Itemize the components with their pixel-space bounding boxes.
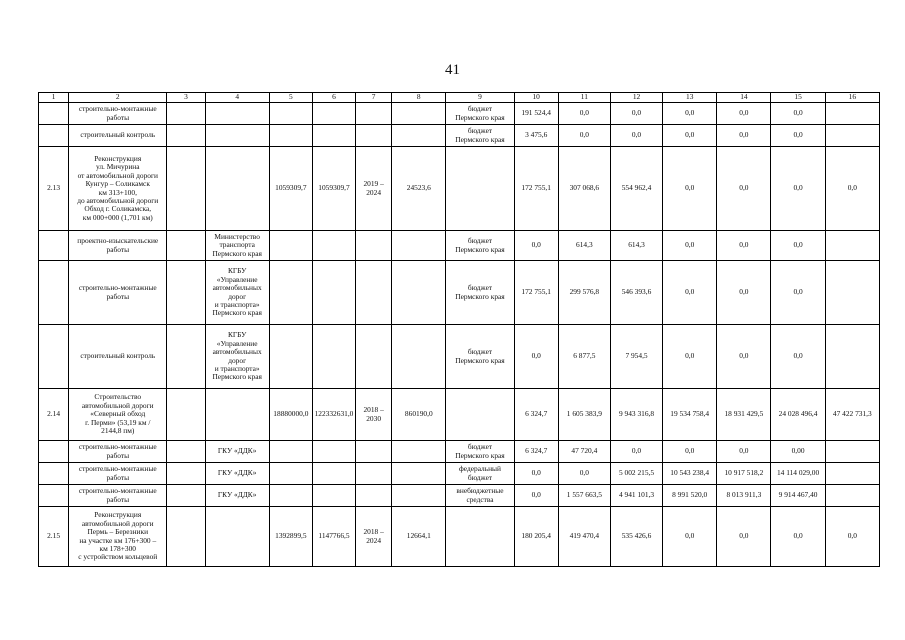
amount-cell: 9 914 467,40 [771, 485, 825, 507]
amount-cell: 172 755,1 [514, 147, 558, 231]
amount-cell: 0,0 [771, 147, 825, 231]
column-header-row [39, 93, 880, 103]
value-cell: 24523,6 [392, 147, 446, 231]
executor-cell: ГКУ «ДДК» [205, 485, 269, 507]
amount-cell: 0,0 [717, 507, 771, 567]
executor-cell [205, 125, 269, 147]
amount-cell: 3 475,6 [514, 125, 558, 147]
amount-cell: 18 931 429,5 [717, 389, 771, 441]
executor-cell [205, 103, 269, 125]
amount-cell [825, 103, 879, 125]
column-number: 3 [167, 93, 205, 103]
amount-cell: 0,0 [717, 441, 771, 463]
amount-cell: 1 605 383,9 [558, 389, 610, 441]
amount-cell: 0,0 [663, 507, 717, 567]
amount-cell: 7 954,5 [610, 325, 662, 389]
amount-cell: 6 324,7 [514, 389, 558, 441]
amount-cell: 554 962,4 [610, 147, 662, 231]
amount-cell: 8 991 520,0 [663, 485, 717, 507]
amount-cell [825, 485, 879, 507]
period-cell: 2019 – 2024 [356, 147, 392, 231]
work-type-cell: строительно-монтажные работы [69, 103, 167, 125]
column-number: 2 [69, 93, 167, 103]
amount-cell: 9 943 316,8 [610, 389, 662, 441]
amount-cell [825, 261, 879, 325]
item-number-cell: 2.13 [39, 147, 69, 231]
amount-cell: 0,0 [771, 261, 825, 325]
column-number: 14 [717, 93, 771, 103]
amount-cell: 180 205,4 [514, 507, 558, 567]
amount-cell: 0,0 [663, 325, 717, 389]
value-cell: 1147766,5 [312, 507, 355, 567]
amount-cell: 0,0 [610, 125, 662, 147]
funding-source-cell: бюджет Пермского края [446, 125, 514, 147]
column-number: 15 [771, 93, 825, 103]
amount-cell [825, 441, 879, 463]
amount-cell: 0,0 [825, 147, 879, 231]
amount-cell: 10 543 238,4 [663, 463, 717, 485]
executor-cell: Министерство транспорта Пермского края [205, 231, 269, 261]
funding-source-cell: бюджет Пермского края [446, 261, 514, 325]
object-name-cell: Реконструкция ул. Мичурина от автомобильной дороги Кунгур – Соликамск км 313+100, до автомобильной дороги Обход г. Соликамска, км 000+000 (1,701 км) [69, 147, 167, 231]
object-name-cell: Реконструкция автомобильной дороги Пермь – Березники на участке км 176+300 – км 178+300 с устройством кольцевой [69, 507, 167, 567]
table-row [39, 325, 880, 389]
column-number: 1 [39, 93, 69, 103]
executor-cell: КГБУ «Управление автомобильных дорог и транспорта» Пермского края [205, 261, 269, 325]
column-number: 13 [663, 93, 717, 103]
amount-cell: 614,3 [558, 231, 610, 261]
value-cell: 18880000,0 [269, 389, 312, 441]
table-row [39, 125, 880, 147]
funding-source-cell: бюджет Пермского края [446, 231, 514, 261]
amount-cell: 0,0 [558, 125, 610, 147]
amount-cell: 47 720,4 [558, 441, 610, 463]
amount-cell: 0,0 [663, 231, 717, 261]
amount-cell: 0,0 [514, 231, 558, 261]
amount-cell: 0,00 [771, 441, 825, 463]
amount-cell: 0,0 [717, 325, 771, 389]
amount-cell: 14 114 029,00 [771, 463, 825, 485]
amount-cell: 307 068,6 [558, 147, 610, 231]
work-type-cell: строительно-монтажные работы [69, 441, 167, 463]
amount-cell: 0,0 [610, 103, 662, 125]
amount-cell: 0,0 [771, 325, 825, 389]
funding-source-cell: федеральный бюджет [446, 463, 514, 485]
item-number-cell: 2.14 [39, 389, 69, 441]
amount-cell: 0,0 [717, 147, 771, 231]
object-name-cell: Строительство автомобильной дороги «Северный обход г. Перми» (53,19 км / 2144,8 пм) [69, 389, 167, 441]
column-number: 6 [312, 93, 355, 103]
executor-cell: ГКУ «ДДК» [205, 441, 269, 463]
amount-cell: 0,0 [663, 147, 717, 231]
amount-cell: 0,0 [717, 231, 771, 261]
amount-cell: 0,0 [514, 325, 558, 389]
amount-cell: 0,0 [663, 125, 717, 147]
work-type-cell: строительно-монтажные работы [69, 261, 167, 325]
amount-cell: 0,0 [825, 507, 879, 567]
column-number: 8 [392, 93, 446, 103]
executor-cell: ГКУ «ДДК» [205, 463, 269, 485]
table-row [39, 389, 880, 441]
work-type-cell: строительно-монтажные работы [69, 485, 167, 507]
table-row [39, 103, 880, 125]
column-number: 12 [610, 93, 662, 103]
amount-cell: 0,0 [717, 261, 771, 325]
amount-cell [825, 125, 879, 147]
amount-cell: 47 422 731,3 [825, 389, 879, 441]
table-row [39, 147, 880, 231]
amount-cell: 5 002 215,5 [610, 463, 662, 485]
value-cell: 1392899,5 [269, 507, 312, 567]
column-number: 10 [514, 93, 558, 103]
table-row [39, 485, 880, 507]
amount-cell [825, 325, 879, 389]
amount-cell: 0,0 [771, 103, 825, 125]
amount-cell: 0,0 [771, 507, 825, 567]
amount-cell: 299 576,8 [558, 261, 610, 325]
value-cell: 12664,1 [392, 507, 446, 567]
value-cell: 1059309,7 [312, 147, 355, 231]
column-number: 9 [446, 93, 514, 103]
funding-source-cell: бюджет Пермского края [446, 103, 514, 125]
amount-cell: 0,0 [771, 125, 825, 147]
work-type-cell: строительно-монтажные работы [69, 463, 167, 485]
work-type-cell: строительный контроль [69, 325, 167, 389]
amount-cell: 535 426,6 [610, 507, 662, 567]
amount-cell: 10 917 518,2 [717, 463, 771, 485]
funding-source-cell: внебюджетные средства [446, 485, 514, 507]
page-number: 41 [445, 62, 460, 78]
amount-cell: 6 877,5 [558, 325, 610, 389]
amount-cell: 0,0 [558, 463, 610, 485]
work-type-cell: строительный контроль [69, 125, 167, 147]
amount-cell: 614,3 [610, 231, 662, 261]
amount-cell: 8 013 911,3 [717, 485, 771, 507]
amount-cell: 172 755,1 [514, 261, 558, 325]
period-cell: 2018 – 2024 [356, 507, 392, 567]
funding-source-cell: бюджет Пермского края [446, 441, 514, 463]
item-number-cell: 2.15 [39, 507, 69, 567]
value-cell: 860190,0 [392, 389, 446, 441]
amount-cell: 0,0 [663, 261, 717, 325]
value-cell: 122332631,0 [312, 389, 355, 441]
period-cell: 2018 – 2030 [356, 389, 392, 441]
column-number: 11 [558, 93, 610, 103]
column-number: 5 [269, 93, 312, 103]
amount-cell: 0,0 [610, 441, 662, 463]
value-cell: 1059309,7 [269, 147, 312, 231]
amount-cell: 4 941 101,3 [610, 485, 662, 507]
table-row [39, 441, 880, 463]
table-row [39, 463, 880, 485]
column-number: 16 [825, 93, 879, 103]
amount-cell: 1 557 663,5 [558, 485, 610, 507]
amount-cell: 0,0 [663, 103, 717, 125]
column-number: 7 [356, 93, 392, 103]
amount-cell: 6 324,7 [514, 441, 558, 463]
table-row [39, 231, 880, 261]
amount-cell [825, 463, 879, 485]
amount-cell: 0,0 [717, 103, 771, 125]
executor-cell: КГБУ «Управление автомобильных дорог и транспорта» Пермского края [205, 325, 269, 389]
amount-cell [825, 231, 879, 261]
amount-cell: 0,0 [717, 125, 771, 147]
funding-source-cell: бюджет Пермского края [446, 325, 514, 389]
amount-cell: 19 534 758,4 [663, 389, 717, 441]
amount-cell: 546 393,6 [610, 261, 662, 325]
amount-cell: 24 028 496,4 [771, 389, 825, 441]
amount-cell: 0,0 [514, 485, 558, 507]
amount-cell: 419 470,4 [558, 507, 610, 567]
amount-cell: 191 524,4 [514, 103, 558, 125]
work-type-cell: проектно-изыскательские работы [69, 231, 167, 261]
amount-cell: 0,0 [663, 441, 717, 463]
amount-cell: 0,0 [558, 103, 610, 125]
table-row [39, 261, 880, 325]
table-row [39, 507, 880, 567]
column-number: 4 [205, 93, 269, 103]
budget-table [38, 92, 880, 567]
amount-cell: 0,0 [771, 231, 825, 261]
amount-cell: 0,0 [514, 463, 558, 485]
